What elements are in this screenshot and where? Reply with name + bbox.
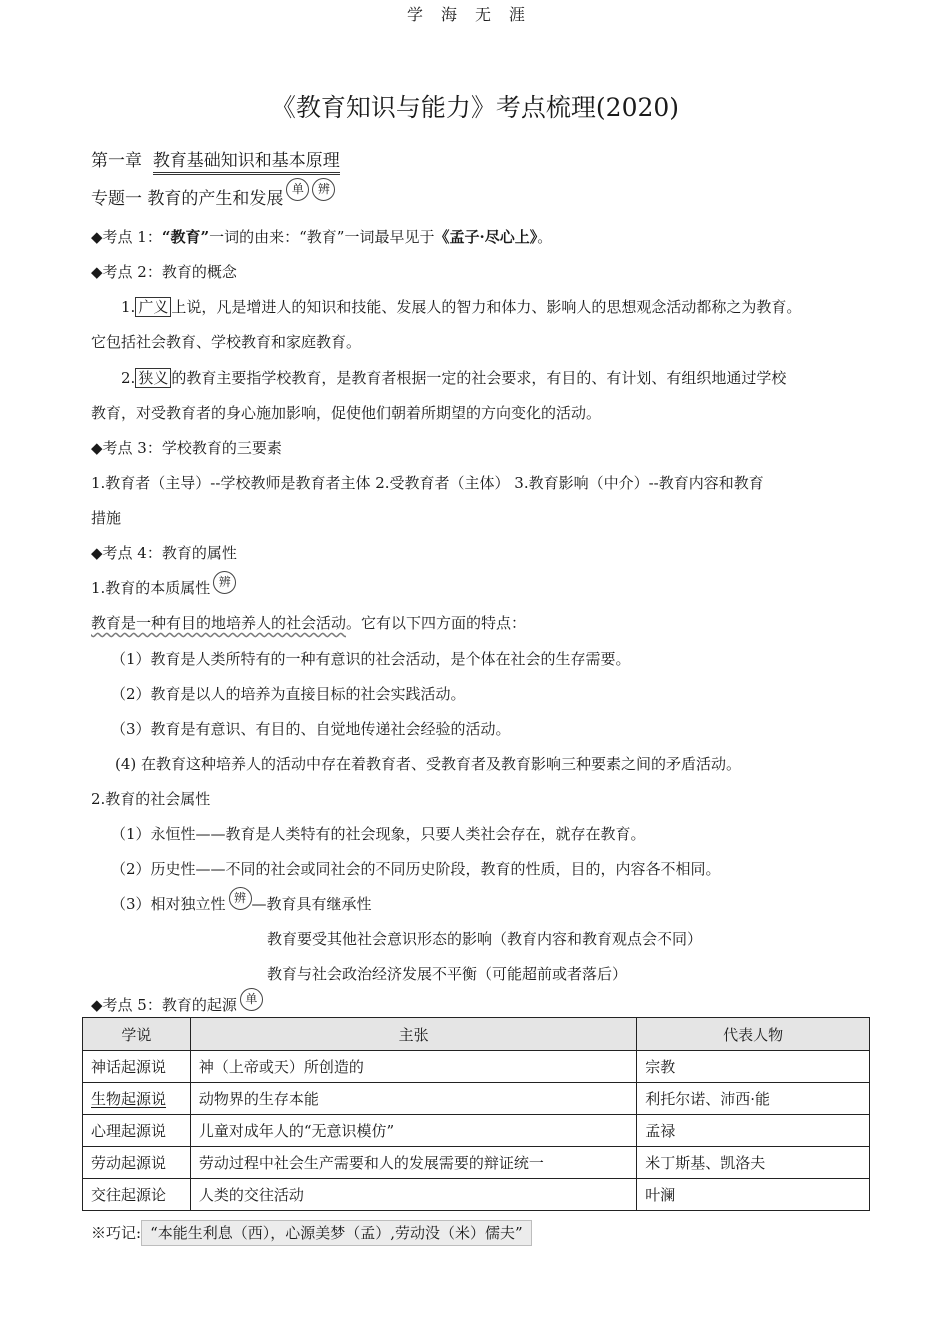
point-5-text: ◆考点 5：教育的起源 — [91, 996, 237, 1014]
definition-tail: 。它有以下四方面的特点： — [346, 614, 527, 632]
point-3-title: ◆考点 3：学校教育的三要素 — [91, 439, 282, 457]
broad-num: 1. — [121, 298, 136, 316]
table-cell: 神（上帝或天）所创造的 — [190, 1051, 636, 1083]
social-attribute-heading: 2.教育的社会属性 — [91, 790, 211, 808]
narrow-text: 的教育主要指学校教育，是教育者根据一定的社会要求，有目的、有计划、有组织地通过学校 — [171, 369, 787, 387]
table-cell: 劳动过程中社会生产需要和人的发展需要的辩证统一 — [190, 1147, 636, 1179]
discrimination-badge: 辨 — [312, 178, 335, 201]
table-cell: 叶澜 — [637, 1179, 870, 1211]
relative-independence-text: —教育具有继承性 — [251, 895, 372, 913]
table-cell: 宗教 — [637, 1051, 870, 1083]
broad-tag: 广义 — [135, 297, 171, 317]
table-row — [83, 1147, 870, 1179]
column-header: 代表人物 — [637, 1018, 870, 1051]
topic-heading — [91, 184, 335, 209]
feature-item: （2）教育是以人的培养为直接目标的社会实践活动。 — [111, 685, 466, 703]
chapter-prefix: 第一章 — [91, 151, 142, 171]
essential-attribute-heading — [91, 577, 236, 600]
table-cell: 人类的交往活动 — [190, 1179, 636, 1211]
feature-item: （1）教育是人类所特有的一种有意识的社会活动，是个体在社会的生存需要。 — [111, 650, 631, 668]
narrow-definition-cont: 教育，对受教育者的身心施加影响，促使他们朝着所期望的方向变化的活动。 — [91, 404, 602, 422]
broad-text: 上说，凡是增进人的知识和技能、发展人的智力和体力、影响人的思想观念活动都称之为教育。 — [171, 298, 802, 316]
broad-definition — [121, 296, 801, 317]
column-header: 学说 — [83, 1018, 191, 1051]
point-1-text: 一词的由来：“教育”一词最早见于 — [209, 228, 435, 246]
table-cell: 生物起源说 — [83, 1083, 191, 1115]
table-row — [83, 1083, 870, 1115]
relative-independence — [111, 893, 372, 916]
table-row — [83, 1051, 870, 1083]
point-4-title: ◆考点 4：教育的属性 — [91, 544, 237, 562]
topic-text: 专题一 教育的产生和发展 — [91, 189, 284, 209]
single-choice-badge: 单 — [286, 178, 309, 201]
education-definition — [91, 612, 526, 633]
social-item: （2）历史性——不同的社会或同社会的不同历史阶段，教育的性质，目的，内容各不相同。 — [111, 860, 721, 878]
discrimination-badge: 辨 — [213, 571, 236, 594]
page-title: 《教育知识与能力》考点梳理(2020) — [270, 93, 680, 122]
point-2-title: ◆考点 2：教育的概念 — [91, 263, 237, 281]
point-1-term: “教育” — [161, 228, 210, 246]
table-row — [83, 1179, 870, 1211]
table-cell: 劳动起源说 — [83, 1147, 191, 1179]
broad-definition-cont: 它包括社会教育、学校教育和家庭教育。 — [91, 333, 362, 351]
definition-highlight: 教育是一种有目的地培养人的社会活动 — [91, 614, 347, 632]
mnemonic-text: “本能生利息（西），心源美梦（孟）,劳动没（米）儒夫” — [141, 1220, 532, 1246]
table-cell: 儿童对成年人的“无意识模仿” — [190, 1115, 636, 1147]
table-cell: 心理起源说 — [83, 1115, 191, 1147]
table-header-row — [83, 1018, 870, 1051]
table-cell: 米丁斯基、凯洛夫 — [637, 1147, 870, 1179]
relative-independence-sub: 教育要受其他社会意识形态的影响（教育内容和教育观点会不同） — [267, 930, 703, 948]
mnemonic — [91, 1222, 532, 1243]
single-choice-badge: 单 — [240, 988, 263, 1011]
mnemonic-label: ※巧记: — [91, 1224, 142, 1242]
discrimination-badge: 辨 — [229, 887, 252, 910]
origin-table — [82, 1017, 870, 1211]
chapter-heading — [91, 146, 340, 171]
narrow-definition — [121, 367, 786, 388]
table-cell: 孟禄 — [637, 1115, 870, 1147]
narrow-num: 2. — [121, 369, 136, 387]
essential-attribute-text: 1.教育的本质属性 — [91, 579, 211, 597]
feature-item: (4) 在教育这种培养人的活动中存在着教育者、受教育者及教育影响三种要素之间的矛盾活动。 — [115, 755, 742, 773]
point-3-line-cont: 措施 — [91, 509, 122, 527]
point-1 — [91, 226, 552, 247]
point-1-label: ◆考点 1： — [91, 228, 162, 246]
relative-independence-label: （3）相对独立性 — [111, 895, 226, 913]
table-cell: 神话起源说 — [83, 1051, 191, 1083]
table-cell: 动物界的生存本能 — [190, 1083, 636, 1115]
point-5-title — [91, 994, 263, 1017]
column-header: 主张 — [190, 1018, 636, 1051]
table-row — [83, 1115, 870, 1147]
social-item: （1）永恒性——教育是人类特有的社会现象，只要人类社会存在，就存在教育。 — [111, 825, 646, 843]
point-1-source: 《孟子·尽心上》 — [434, 228, 538, 246]
relative-independence-sub: 教育与社会政治经济发展不平衡（可能超前或者落后） — [267, 965, 628, 983]
table-cell: 利托尔诺、沛西·能 — [637, 1083, 870, 1115]
table-cell: 交往起源论 — [83, 1179, 191, 1211]
point-3-line: 1.教育者（主导）--学校教师是教育者主体 2.受教育者（主体） 3.教育影响（中介）--教育内容和教育 — [91, 474, 764, 492]
page-header: 学海无涯 — [406, 5, 543, 24]
narrow-tag: 狭义 — [135, 368, 171, 388]
feature-item: （3）教育是有意识、有目的、自觉地传递社会经验的活动。 — [111, 720, 511, 738]
point-1-end: 。 — [537, 228, 553, 246]
chapter-name: 教育基础知识和基本原理 — [153, 151, 340, 175]
